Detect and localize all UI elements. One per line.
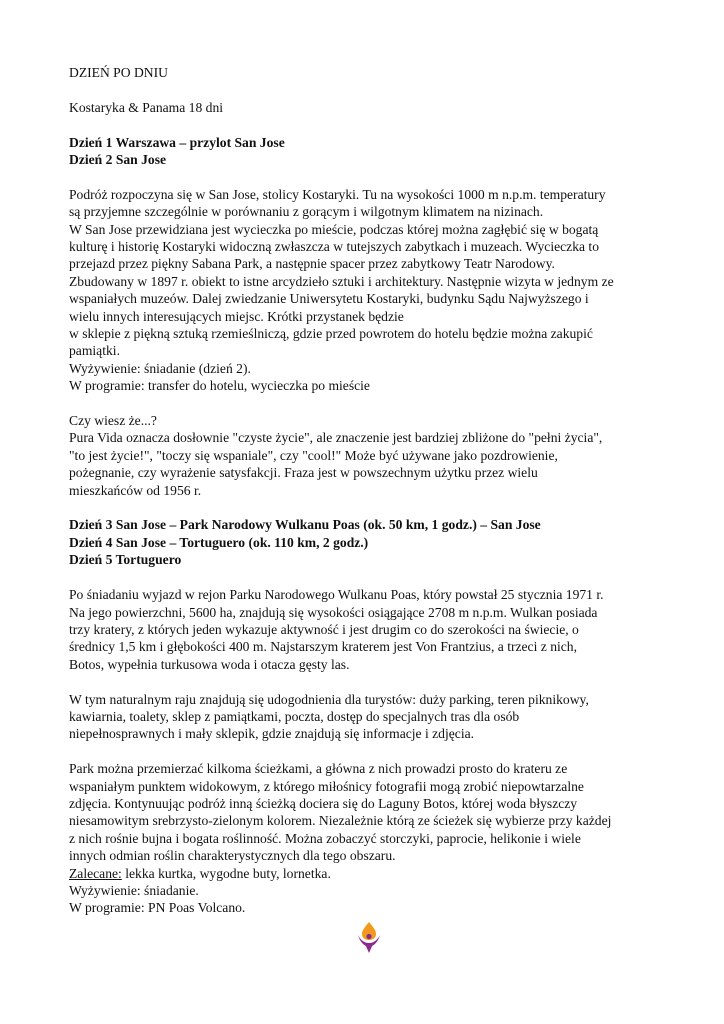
subtitle-text: Kostaryka & Panama 18 dni: [69, 99, 224, 115]
text-line: wspaniałym punktem widokowym, z którego miłośnicy fotografii mogą zrobić niepowtarzalne: [69, 778, 584, 794]
section1-paragraph: [69, 186, 659, 395]
text-line: niepełnosprawnych i mały sklepik, gdzie znajdują się informacje i zdjęcia.: [69, 726, 475, 742]
text-line: Na jego powierzchni, 5600 ha, znajdują się wysokości osiągające 2708 m n.p.m. Wulkan posiada: [69, 604, 598, 620]
trip-subtitle: [69, 99, 659, 116]
header-text: DZIEŃ PO DNIU: [69, 65, 168, 80]
text-line: Pura Vida oznacza dosłownie "czyste życie", ale znaczenie jest bardziej zbliżone do "pełni życia",: [69, 430, 603, 446]
day-heading: Dzień 3 San Jose – Park Narodowy Wulkanu Poas (ok. 50 km, 1 godz.) – San Jose: [69, 517, 541, 533]
text-line: Podróż rozpoczyna się w San Jose, stolicy Kostaryki. Tu na wysokości 1000 m n.p.m. temperatury: [69, 186, 606, 202]
text-line: kawiarnia, toalety, sklep z pamiątkami, poczta, dostęp do specjalnych tras dla osób: [69, 708, 520, 724]
text-line: W San Jose przewidziana jest wycieczka po mieście, podczas której można zagłębić się w bogatą: [69, 221, 599, 237]
text-line: innych odmian roślin charakterystycznych dla tego obszaru.: [69, 848, 396, 864]
program-line: W programie: PN Poas Volcano.: [69, 900, 246, 916]
day-heading: Dzień 1 Warszawa – przylot San Jose: [69, 134, 285, 150]
program-line: W programie: transfer do hotelu, wycieczka po mieście: [69, 378, 370, 394]
text-line: wspaniałych muzeów. Dalej zwiedzanie Uniwersytetu Kostaryki, budynku Sądu Najwyższego i: [69, 291, 589, 307]
travel-agency-logo-icon: [352, 920, 386, 954]
section2-headings: [69, 516, 659, 568]
recommended-line: [69, 865, 659, 882]
text-line: średnicy 1,5 km i głębokości 400 m. Najstarszym kraterem jest Von Frantzius, a trzeci z nich,: [69, 639, 578, 655]
text-line: kulturę i historię Kostaryki widoczną zwłaszcza w tutejszych zabytkach i muzeach. Wycieczka to: [69, 239, 600, 255]
recommended-text: lekka kurtka, wygodne buty, lornetka.: [121, 865, 331, 881]
document-header: [69, 64, 659, 81]
text-line: pamiątki.: [69, 343, 120, 359]
section2-paragraph-2: [69, 691, 659, 743]
meals-line: Wyżywienie: śniadanie.: [69, 882, 199, 898]
day-heading: Dzień 5 Tortuguero: [69, 552, 182, 568]
recommended-label: Zalecane:: [69, 865, 122, 881]
text-line: trzy kratery, z których jeden wykazuje aktywność i jest drugim co do szerokości na świecie, o: [69, 621, 579, 637]
text-line: Park można przemierzać kilkoma ścieżkami, a główna z nich prowadzi prosto do krateru ze: [69, 761, 568, 777]
meals-line: Wyżywienie: śniadanie (dzień 2).: [69, 360, 251, 376]
section2-paragraph-3: [69, 760, 659, 917]
text-line: Botos, wypełnia turkusowa woda i otacza gęsty las.: [69, 656, 350, 672]
logo-person-body: [365, 944, 373, 953]
text-line: niesamowitym srebrzysto-zielonym kolorem. Niezależnie którą ze ścieżek się wybierze przy każdej: [69, 813, 612, 829]
text-line: z nich rośnie bujna i bogata roślinność. Można zobaczyć storczyki, paprocie, helikonie i wiele: [69, 830, 581, 846]
text-line: "to jest życie!", "toczy się wspaniale", czy "cool!" Może być używane jako pozdrowienie,: [69, 447, 558, 463]
text-line: mieszkańców od 1956 r.: [69, 482, 202, 498]
logo-person-head: [366, 934, 371, 939]
text-line: zdjęcia. Kontynuując podróż inną ścieżką dociera się do Laguny Botos, której woda błyszczy: [69, 795, 578, 811]
day-heading: Dzień 2 San Jose: [69, 152, 167, 167]
text-line: pożegnanie, czy wyrażenie satysfakcji. Fraza jest w powszechnym użytku przez wielu: [69, 465, 538, 481]
section1-headings: [69, 134, 659, 169]
did-you-know-paragraph: [69, 412, 659, 499]
text-line: Po śniadaniu wyjazd w rejon Parku Narodowego Wulkanu Poas, który powstał 25 stycznia 1971 r.: [69, 587, 604, 603]
document-page: [69, 64, 659, 934]
text-line: przejazd przez piękny Sabana Park, a następnie spacer przez zabytkowy Teatr Narodowy.: [69, 256, 555, 272]
text-line: są przyjemne szczególnie w porównaniu z gorącym i wilgotnym klimatem na nizinach.: [69, 204, 544, 220]
day-heading: Dzień 4 San Jose – Tortuguero (ok. 110 km, 2 godz.): [69, 534, 369, 550]
text-line: W tym naturalnym raju znajdują się udogodnienia dla turystów: duży parking, teren piknikowy,: [69, 691, 589, 707]
text-line: w sklepie z piękną sztuką rzemieślniczą, gdzie przed powrotem do hotelu będzie można zakupić: [69, 326, 593, 342]
text-line: wielu innych interesujących miejsc. Krótki przystanek będzie: [69, 308, 404, 324]
text-line: Zbudowany w 1897 r. obiekt to istne arcydzieło sztuki i architektury. Następnie wizyta w jednym ze: [69, 273, 614, 289]
section2-paragraph-1: [69, 586, 659, 673]
did-you-know-title: Czy wiesz że...?: [69, 413, 157, 429]
